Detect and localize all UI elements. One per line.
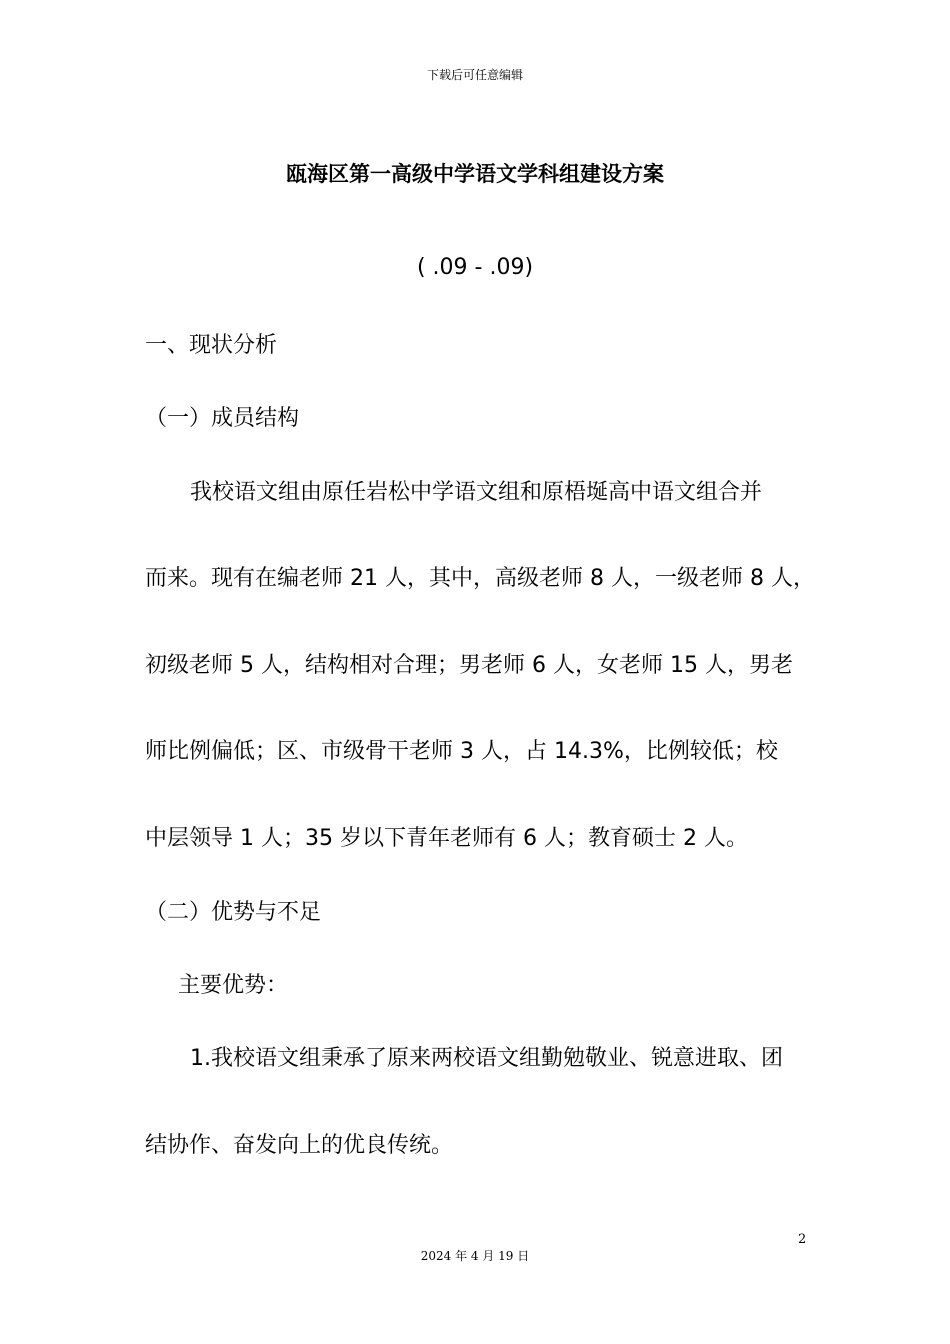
paragraph-line: 结协作、奋发向上的优良传统。 — [145, 1133, 454, 1158]
subsection-heading-member-structure: （一）成员结构 — [145, 406, 300, 431]
paragraph-line: 1.我校语文组秉承了原来两校语文组勤勉敬业、锐意进取、团 — [190, 1046, 783, 1071]
footer-date: 2024 年 4 月 19 日 — [420, 1249, 530, 1263]
paragraph-line: 师比例偏低；区、市级骨干老师 3 人，占 14.3%，比例较低；校 — [145, 739, 778, 764]
paragraph-line: 我校语文组由原任岩松中学语文组和原梧埏高中语文组合并 — [190, 480, 763, 505]
advantages-label: 主要优势： — [178, 973, 289, 998]
header-note: 下载后可任意编辑 — [426, 68, 523, 82]
subsection-heading-strengths-weaknesses: （二）优势与不足 — [145, 900, 322, 925]
page-number: 2 — [798, 1232, 807, 1247]
paragraph-line: 初级老师 5 人，结构相对合理；男老师 6 人，女老师 15 人，男老 — [145, 653, 793, 678]
section-heading-status-analysis: 一、现状分析 — [145, 333, 278, 358]
date-range: ( .09 - .09) — [416, 255, 534, 280]
paragraph-line: 中层领导 1 人；35 岁以下青年老师有 6 人；教育硕士 2 人。 — [145, 826, 748, 851]
paragraph-line: 而来。现有在编老师 21 人，其中，高级老师 8 人，一级老师 8 人， — [145, 566, 815, 591]
document-title: 瓯海区第一高级中学语文学科组建设方案 — [286, 162, 664, 186]
